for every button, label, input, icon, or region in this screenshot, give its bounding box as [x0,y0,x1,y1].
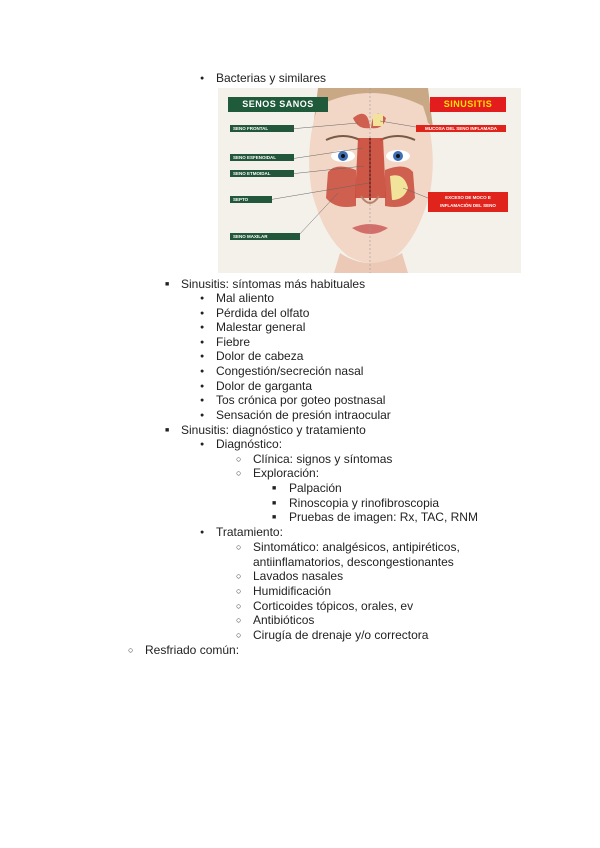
treatment-subitem-continuation: antiinflamatorios, descongestionantes [253,555,454,569]
label-maxillary-sinus: SENO MAXILAR [230,233,300,240]
list-bullet [200,71,204,86]
diagnosis-subitem: Clínica: signos y síntomas [253,452,393,466]
face-illustration [218,88,521,273]
treatment-subitem: Sintomático: analgésicos, antipiréticos, [253,540,460,554]
label-sphenoid-sinus: SENO ESFENOIDAL [230,154,294,161]
list-bullet [236,452,241,467]
exploration-item: Rinoscopia y rinofibroscopia [289,496,440,510]
list-bullet [236,569,241,584]
symptom-item: Congestión/secreción nasal [216,364,364,378]
list-bullet [165,423,169,438]
list-bullet [128,643,133,658]
list-bullet [272,510,276,525]
treatment-subitem: Corticoides tópicos, orales, ev [253,599,414,613]
list-bullet [236,466,241,481]
label-ethmoid-sinus: SENO ETMOIDAL [230,170,294,177]
list-bullet [200,393,204,408]
exploration-item: Pruebas de imagen: Rx, TAC, RNM [289,510,478,524]
list-bullet [165,277,169,292]
symptom-item: Tos crónica por goteo postnasal [216,393,386,407]
symptom-item: Mal aliento [216,291,275,305]
list-item-common-cold: Resfriado común: [145,643,240,657]
diagnosis-subitem: Exploración: [253,466,320,480]
healthy-sinuses-header: SENOS SANOS [228,97,328,112]
symptom-item: Dolor de cabeza [216,349,304,363]
treatment-subitem: Cirugía de drenaje y/o correctora [253,628,429,642]
list-bullet [200,306,204,321]
list-bullet [272,481,276,496]
section-header-diagnosis: Sinusitis: diagnóstico y tratamiento [181,423,366,437]
treatment-subitem: Antibióticos [253,613,315,627]
treatment-subitem: Humidificación [253,584,332,598]
symptom-item: Malestar general [216,320,306,334]
label-mucus-excess-line2: INFLAMACIÓN DEL SENO [440,203,496,208]
list-bullet [200,335,204,350]
sinus-diagram-image [218,88,521,273]
list-item-bacterias: Bacterias y similares [216,71,327,85]
label-inflamed-mucosa: MUCOSA DEL SENO INFLAMADA [416,125,506,132]
symptom-item: Fiebre [216,335,251,349]
list-bullet [200,437,204,452]
diagnosis-item: Diagnóstico: [216,437,283,451]
sinusitis-header: SINUSITIS [430,97,506,112]
list-bullet [200,291,204,306]
symptom-item: Sensación de presión intraocular [216,408,391,422]
list-bullet [236,540,241,555]
label-septum: SEPTO [230,196,272,203]
list-bullet [200,349,204,364]
list-bullet [200,525,204,540]
treatment-item: Tratamiento: [216,525,283,539]
symptom-item: Dolor de garganta [216,379,313,393]
treatment-subitem: Lavados nasales [253,569,344,583]
label-mucus-excess-line1: EXCESO DE MOCO E [445,195,491,200]
list-bullet [272,496,276,511]
list-bullet [200,320,204,335]
list-bullet [200,408,204,423]
list-bullet [200,379,204,394]
list-bullet [236,584,241,599]
label-frontal-sinus: SENO FRONTAL [230,125,294,132]
list-bullet [236,599,241,614]
list-bullet [236,628,241,643]
symptom-item: Pérdida del olfato [216,306,310,320]
section-header-symptoms: Sinusitis: síntomas más habituales [181,277,366,291]
label-mucus-excess [428,192,508,212]
exploration-item: Palpación [289,481,342,495]
list-bullet [236,613,241,628]
list-bullet [200,364,204,379]
